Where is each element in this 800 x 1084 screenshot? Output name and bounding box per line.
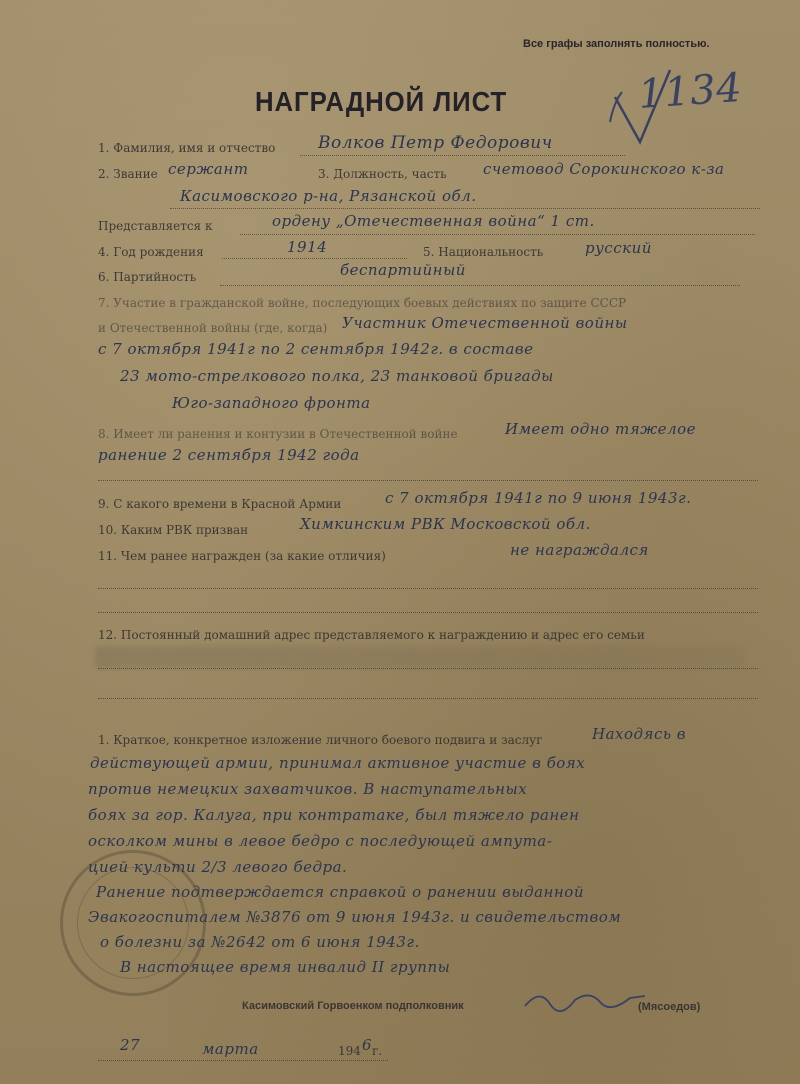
awards-line-2 bbox=[98, 588, 758, 589]
date-year-prefix: 194 bbox=[338, 1044, 361, 1058]
position-line bbox=[170, 208, 760, 209]
wounds-value-line1: Имеет одно тяжелое bbox=[505, 420, 697, 438]
wounds-extra-line bbox=[98, 480, 758, 481]
summary-line-4: боях за гор. Калуга, при контратаке, был тяжело ранен bbox=[88, 806, 580, 824]
rank-value: сержант bbox=[168, 160, 249, 178]
summary-label: 1. Краткое, конкретное изложение личного боевого подвига и заслуг bbox=[98, 733, 543, 747]
party-label: 6. Партийность bbox=[98, 270, 197, 284]
address-label: 12. Постоянный домашний адрес представляемого к награждению и адрес его семьи bbox=[98, 628, 645, 642]
signer-title: Касимовский Горвоенком подполковник bbox=[242, 1000, 464, 1012]
summary-line-9: о болезни за №2642 от 6 июня 1943г. bbox=[100, 933, 420, 951]
birth-year-label: 4. Год рождения bbox=[98, 245, 204, 259]
summary-line-1: Находясь в bbox=[592, 725, 687, 743]
awards-line-3 bbox=[98, 612, 758, 613]
rank-label: 2. Звание bbox=[98, 167, 158, 181]
date-year-suffix: 6 bbox=[362, 1036, 373, 1054]
handwritten-number: 1134 bbox=[636, 64, 744, 118]
date-line bbox=[98, 1060, 388, 1061]
redacted-address bbox=[95, 646, 745, 668]
summary-line-2: действующей армии, принимал активное участие в боях bbox=[90, 754, 586, 772]
position-value-line2: Касимовского р-на, Рязанской обл. bbox=[180, 187, 477, 205]
date-year-end: г. bbox=[372, 1044, 383, 1058]
wounds-value-line2: ранение 2 сентября 1942 года bbox=[98, 446, 360, 464]
nominated-label: Представляется к bbox=[98, 219, 213, 233]
address-line-2 bbox=[98, 668, 758, 669]
nationality-value: русский bbox=[585, 239, 652, 257]
combat-value-line1: Участник Отечественной войны bbox=[342, 314, 628, 332]
signature bbox=[520, 986, 650, 1012]
party-value: беспартийный bbox=[340, 261, 466, 279]
date-day: 27 bbox=[120, 1036, 141, 1054]
summary-line-3: против немецких захватчиков. В наступательных bbox=[88, 780, 528, 798]
rvk-value: Химкинским РВК Московской обл. bbox=[300, 515, 591, 533]
summary-line-7: Ранение подтверждается справкой о ранении выданной bbox=[96, 883, 584, 901]
summary-line-8: Эвакогоспиталем №3876 от 9 июня 1943г. и свидетельством bbox=[88, 908, 622, 926]
rvk-label: 10. Каким РВК призван bbox=[98, 523, 249, 537]
combat-value-line4: Юго-западного фронта bbox=[172, 394, 371, 412]
army-service-label: 9. С какого времени в Красной Армии bbox=[98, 497, 342, 511]
date-month: марта bbox=[202, 1040, 259, 1058]
address-line-3 bbox=[98, 698, 758, 699]
wounds-label: 8. Имеет ли ранения и контузии в Отечественной войне bbox=[98, 427, 458, 441]
previous-awards-label: 11. Чем ранее награжден (за какие отличия) bbox=[98, 549, 386, 563]
nationality-label: 5. Национальность bbox=[423, 245, 544, 259]
document-title: НАГРАДНОЙ ЛИСТ bbox=[255, 86, 508, 117]
birth-year-line bbox=[222, 258, 407, 259]
party-line bbox=[220, 285, 740, 286]
summary-line-6: цией культи 2/3 левого бедра. bbox=[88, 858, 348, 876]
position-value-line1: счетовод Сорокинского к-за bbox=[483, 160, 725, 178]
name-label: 1. Фамилия, имя и отчество bbox=[98, 141, 276, 155]
position-label: 3. Должность, часть bbox=[318, 167, 447, 181]
nominated-value: ордену „Отечественная война“ 1 ст. bbox=[272, 212, 595, 230]
combat-label-line1: 7. Участие в гражданской войне, последующих боевых действиях по защите СССР bbox=[98, 296, 627, 310]
fill-all-fields-note: Все графы заполнять полностью. bbox=[523, 38, 710, 50]
combat-label-line2: и Отечественной войны (где, когда) bbox=[98, 321, 328, 335]
signer-name: (Мясоедов) bbox=[638, 1001, 701, 1013]
nominated-line bbox=[240, 234, 755, 235]
combat-value-line2: с 7 октября 1941г по 2 сентября 1942г. в составе bbox=[98, 340, 534, 358]
round-stamp bbox=[60, 850, 206, 996]
summary-line-10: В настоящее время инвалид II группы bbox=[120, 958, 451, 976]
name-line bbox=[300, 155, 625, 156]
birth-year-value: 1914 bbox=[287, 238, 328, 256]
summary-line-5: осколком мины в левое бедро с последующей ампута- bbox=[88, 832, 553, 850]
name-value: Волков Петр Федорович bbox=[318, 133, 553, 153]
combat-value-line3: 23 мото-стрелкового полка, 23 танковой бригады bbox=[120, 367, 554, 385]
previous-awards-value: не награждался bbox=[510, 541, 649, 559]
army-service-value: с 7 октября 1941г по 9 июня 1943г. bbox=[385, 489, 692, 507]
